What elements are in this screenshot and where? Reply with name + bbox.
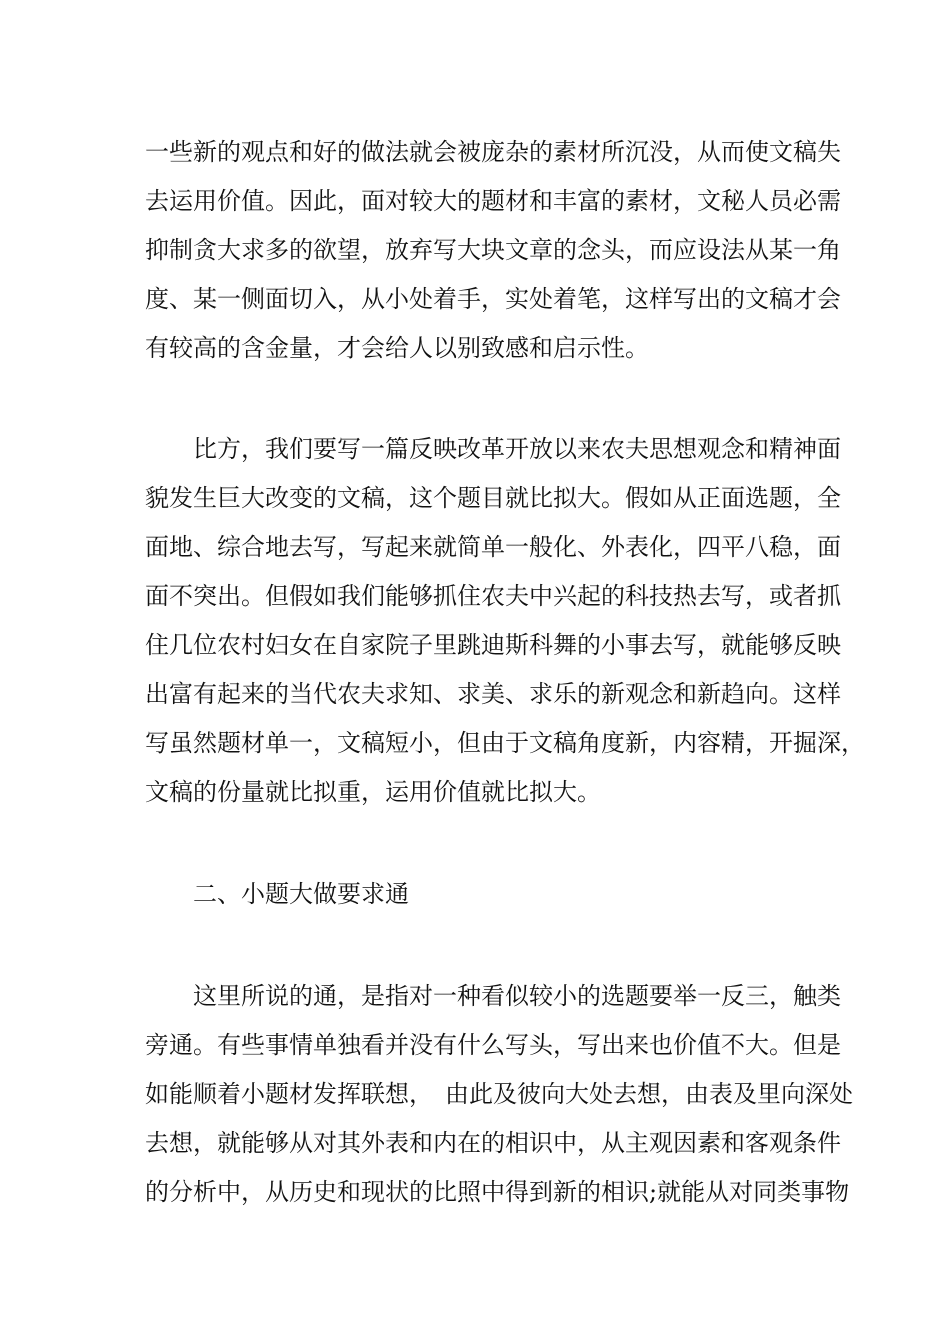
paragraph-3-line-2: 旁通。有些事情单独看并没有什么写头，写出来也价值不大。但是 bbox=[145, 1031, 841, 1059]
paragraph-3-line-4: 去想，就能够从对其外表和内在的相识中，从主观因素和客观条件 bbox=[145, 1129, 841, 1157]
paragraph-1-line-5: 有较高的含金量，才会给人以别致感和启示性。 bbox=[145, 334, 649, 362]
paragraph-2-line-2: 貌发生巨大改变的文稿，这个题目就比拟大。假如从正面选题，全 bbox=[145, 484, 841, 512]
paragraph-1-line-2: 去运用价值。因此，面对较大的题材和丰富的素材，文秘人员必需 bbox=[145, 187, 841, 215]
paragraph-2-line-1: 比方，我们要写一篇反映改革开放以来农夫思想观念和精神面 bbox=[193, 435, 841, 463]
paragraph-1-line-1: 一些新的观点和好的做法就会被庞杂的素材所沉没，从而使文稿失 bbox=[145, 138, 841, 166]
paragraph-2-line-7: 写虽然题材单一，文稿短小，但由于文稿角度新，内容精，开掘深， bbox=[145, 729, 865, 757]
paragraph-3-line-5: 的分析中，从历史和现状的比照中得到新的相识;就能从对同类事物 bbox=[145, 1178, 850, 1206]
paragraph-2-line-3: 面地、综合地去写，写起来就简单一般化、外表化，四平八稳，面 bbox=[145, 533, 841, 561]
section-heading: 二、小题大做要求通 bbox=[193, 880, 409, 908]
paragraph-1-line-4: 度、某一侧面切入，从小处着手，实处着笔，这样写出的文稿才会 bbox=[145, 285, 841, 313]
paragraph-3-line-1: 这里所说的通，是指对一种看似较小的选题要举一反三，触类 bbox=[193, 982, 841, 1010]
paragraph-2-line-6: 出富有起来的当代农夫求知、求美、求乐的新观念和新趋向。这样 bbox=[145, 680, 841, 708]
paragraph-2-line-5: 住几位农村妇女在自家院子里跳迪斯科舞的小事去写，就能够反映 bbox=[145, 631, 841, 659]
paragraph-1-line-3: 抑制贪大求多的欲望，放弃写大块文章的念头，而应设法从某一角 bbox=[145, 236, 841, 264]
paragraph-2-line-4: 面不突出。但假如我们能够抓住农夫中兴起的科技热去写，或者抓 bbox=[145, 582, 841, 610]
paragraph-2-line-8: 文稿的份量就比拟重，运用价值就比拟大。 bbox=[145, 778, 601, 806]
paragraph-3-line-3: 如能顺着小题材发挥联想， 由此及彼向大处去想，由表及里向深处 bbox=[145, 1080, 853, 1108]
